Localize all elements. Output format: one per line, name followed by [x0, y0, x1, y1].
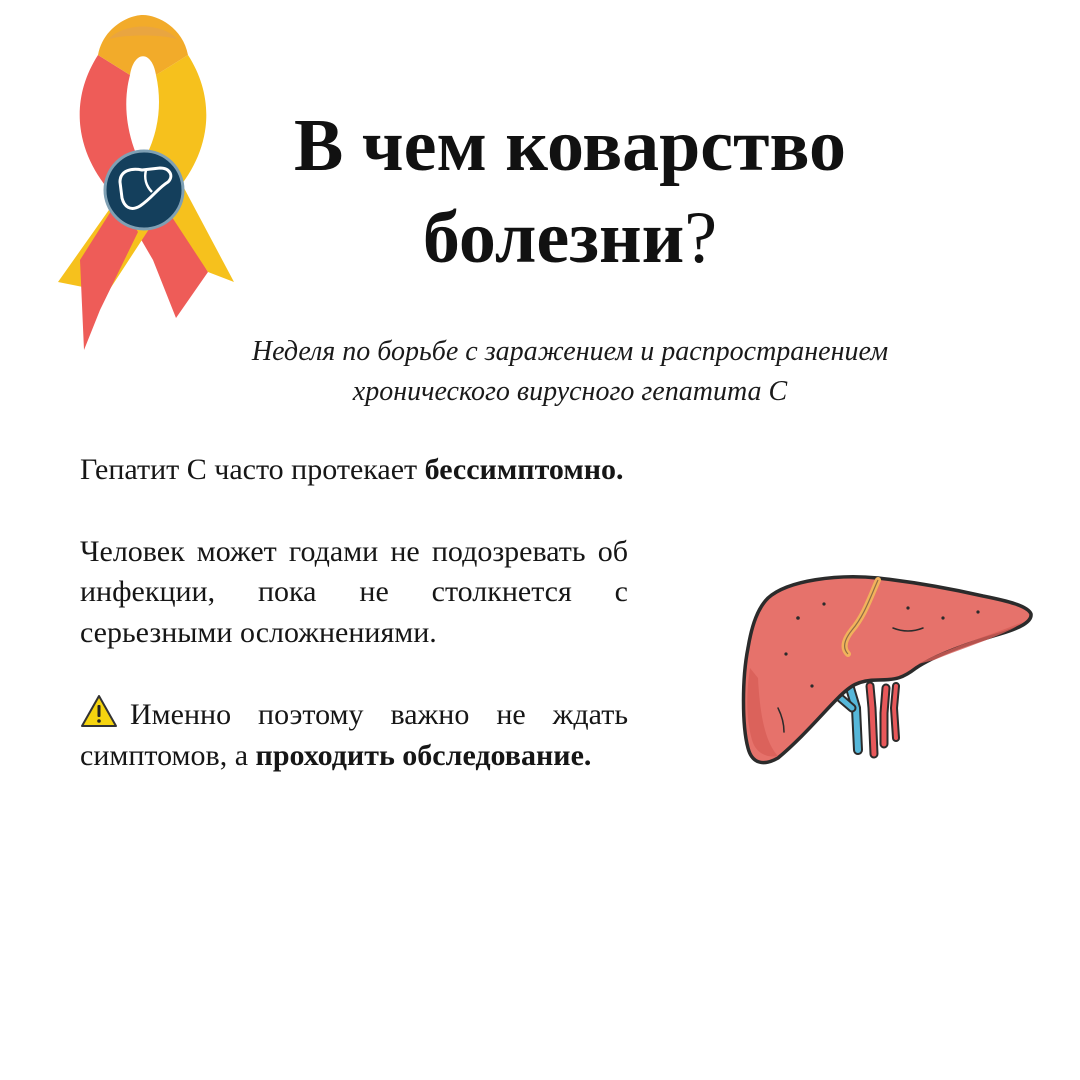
paragraph-3-text: Именно поэтому важно не ждать симптомов, а [80, 698, 628, 772]
body-text [80, 450, 628, 776]
paragraph-1-text: Гепатит С часто протекает [80, 453, 425, 486]
subtitle-line-2: хронического вирусного гепатита С [352, 376, 788, 407]
paragraph-complications [80, 532, 628, 654]
page-title [200, 100, 940, 284]
event-subtitle [150, 332, 990, 412]
warning-icon [80, 694, 118, 728]
title-line-1: В чем коварство [294, 105, 846, 187]
paragraph-2-text: Человек может годами не подозревать об инфекции, пока не столкнется с серьезными осложнениями. [80, 534, 628, 649]
paragraph-1-bold: бессимптомно. [424, 453, 624, 486]
paragraph-asymptomatic [80, 450, 628, 491]
title-question-mark: ? [684, 197, 718, 279]
liver-illustration [738, 568, 1034, 773]
paragraph-3-bold: проходить обследование. [255, 738, 592, 772]
title-line-2: болезни [422, 197, 685, 279]
liver-badge-icon [105, 151, 183, 229]
paragraph-screening [80, 694, 628, 776]
subtitle-line-1: Неделя по борьбе с заражением и распространением [251, 336, 889, 367]
